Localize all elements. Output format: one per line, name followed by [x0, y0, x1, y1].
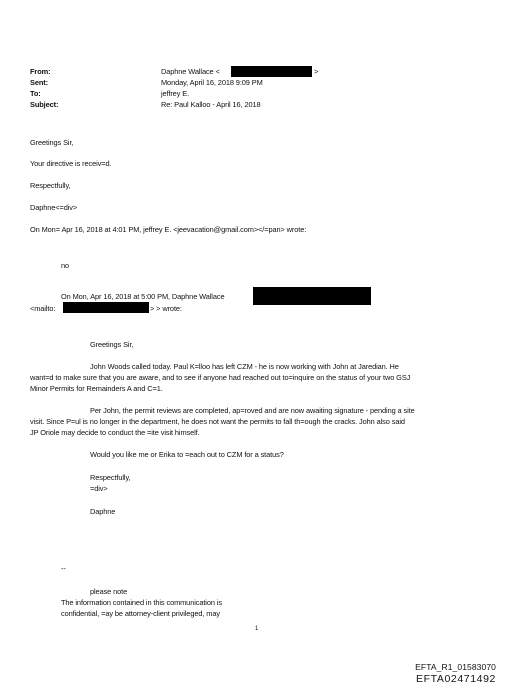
reply-greeting: Greetings Sir,: [30, 138, 74, 147]
quoted-para2-line: Per John, the permit reviews are completed, ap=roved and are now awaiting signature - pending a site: [90, 406, 415, 415]
quoted-para1-line: want=d to make sure that you are aware, and to see if anyone had reached out to=inquire on the status of your two GSJ: [30, 373, 411, 382]
reply-line: Your directive is receiv=d.: [30, 159, 112, 168]
reply-closing: Respectfully,: [30, 181, 71, 190]
quoted-signature: Daphne: [90, 507, 116, 516]
disclaimer-line: The information contained in this communication is: [61, 598, 222, 607]
mailto-suffix: > > wrote:: [150, 304, 182, 313]
quote-header: On Mon= Apr 16, 2018 at 4:01 PM, jeffrey E. <jeevacation@gmail.com></=pan> wrote:: [30, 225, 307, 234]
quoted-question: Would you like me or Erika to =each out to CZM for a status?: [90, 450, 284, 459]
quoted-header: On Mon, Apr 16, 2018 at 5:00 PM, Daphne Wallace: [61, 292, 225, 301]
subject-label: Subject:: [30, 100, 59, 109]
sent-label: Sent:: [30, 78, 48, 87]
mailto-prefix: <mailto:: [30, 304, 56, 313]
quoted-closing: Respectfully,: [90, 473, 131, 482]
redaction-block: [231, 66, 312, 77]
separator-dashes: --: [61, 564, 66, 573]
bates-id-small: EFTA_R1_01583070: [415, 662, 496, 672]
quoted-para1-line: Minor Permits for Remainders A and C=1.: [30, 384, 163, 393]
quoted-div: =div>: [90, 484, 108, 493]
quoted-para2-line: JP Oriole may decide to conduct the =ite visit himself.: [30, 428, 200, 437]
page-number: 1: [255, 626, 259, 632]
sent-value: Monday, April 16, 2018 9:09 PM: [161, 78, 263, 87]
redaction-block: [253, 287, 371, 305]
quoted-para2-line: visit. Since P=ul is no longer in the department, he does not want the permits to fall th=ough the cracks. John also said: [30, 417, 405, 426]
subject-value: Re: Paul Kalloo - April 16, 2018: [161, 100, 261, 109]
reply-signature: Daphne<=div>: [30, 203, 78, 212]
from-label: From:: [30, 67, 51, 76]
bates-id: EFTA02471492: [416, 673, 496, 685]
jeffrey-reply: no: [61, 261, 70, 270]
to-value: jeffrey E.: [161, 89, 190, 98]
redaction-block: [63, 302, 149, 313]
from-value: Daphne Wallace <: [161, 67, 220, 76]
please-note: please note: [90, 587, 128, 596]
to-label: To:: [30, 89, 41, 98]
quoted-para1-line: John Woods called today. Paul K=lloo has left CZM - he is now working with John at Jaredian. He: [90, 362, 399, 371]
disclaimer-line: confidential, =ay be attorney-client privileged, may: [61, 609, 220, 618]
quoted-greeting: Greetings Sir,: [90, 340, 134, 349]
from-value-end: >: [314, 67, 319, 76]
